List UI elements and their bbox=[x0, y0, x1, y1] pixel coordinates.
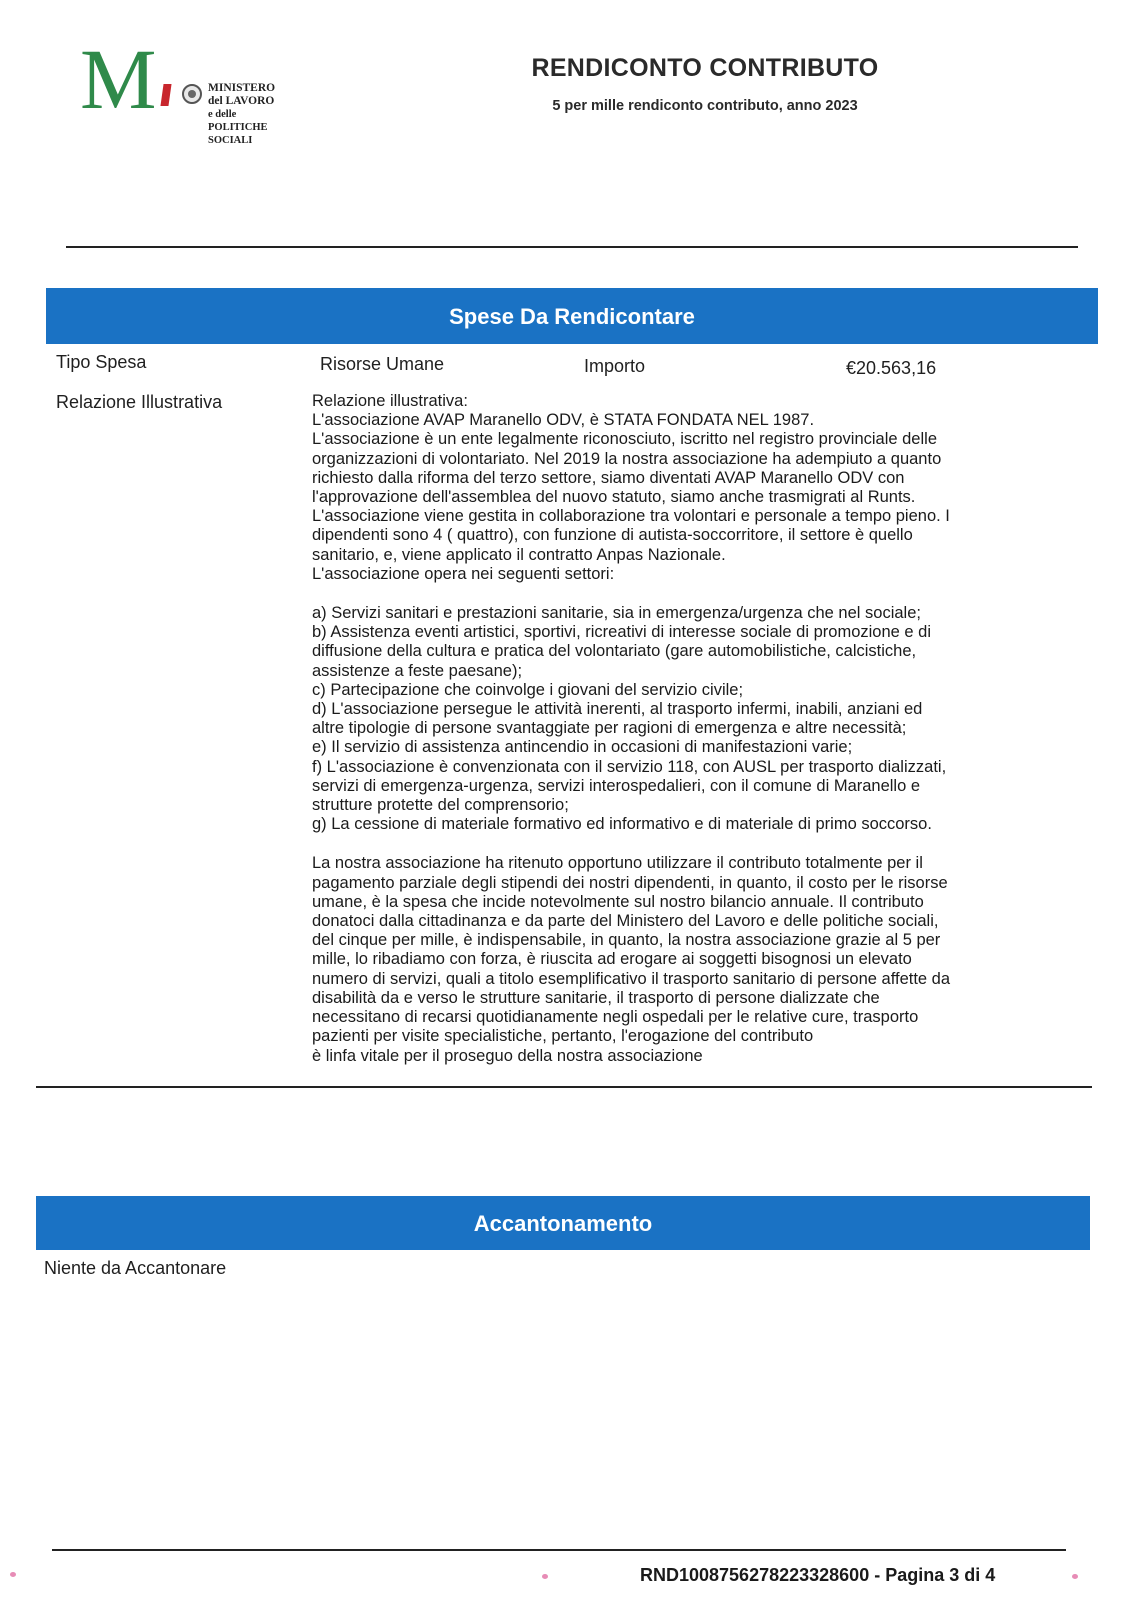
text-line: b) Assistenza eventi artistici, sportivi, ricreativi di interesse sociale di promozione e di bbox=[312, 623, 932, 642]
text-line: La nostra associazione ha ritenuto opportuno utilizzare il contributo totalmente per il bbox=[312, 854, 923, 873]
spese-banner-title: Spese Da Rendicontare bbox=[449, 304, 695, 329]
text-line: altre tipologie di persone svantaggiate per ragioni di emergenza e altre necessità; bbox=[312, 719, 907, 738]
text-line: sanitario, e, viene applicato il contratto Anpas Nazionale. bbox=[312, 545, 726, 564]
text-line: pagamento parziale degli stipendi dei nostri dipendenti, in quanto, il costo per le risorse bbox=[312, 873, 948, 892]
accantonamento-text: Niente da Accantonare bbox=[44, 1258, 227, 1278]
flag-mark-icon bbox=[160, 84, 171, 106]
text-line: assistenze a feste paesane); bbox=[312, 661, 523, 680]
text-line: g) La cessione di materiale formativo ed informativo e di materiale di primo soccorso. bbox=[312, 815, 932, 834]
header-divider bbox=[66, 246, 1078, 248]
relazione-label: Relazione Illustrativa bbox=[56, 392, 223, 412]
text-line: L'associazione opera nei seguenti settori: bbox=[312, 564, 615, 583]
ministry-name bbox=[208, 82, 275, 147]
text-line: strutture protette del comprensorio; bbox=[312, 796, 569, 815]
scan-mark bbox=[1072, 1574, 1078, 1579]
text-line: umane, è la spesa che incide notevolmente sul nostro bilancio annuale. Il contributo bbox=[312, 892, 924, 911]
footer-divider bbox=[52, 1549, 1066, 1551]
text-line: disabilità da e verso le strutture sanitarie, il trasporto di persone dializzate che bbox=[312, 988, 880, 1007]
spese-banner bbox=[46, 288, 1098, 344]
text-line: è linfa vitale per il proseguo della nostra associazione bbox=[312, 1046, 703, 1065]
text-line: l'approvazione dell'assemblea del nuovo statuto, siamo anche trasmigrati al Runts. bbox=[312, 488, 916, 507]
text-line: f) L'associazione è convenzionata con il servizio 118, con AUSL per trasporto dializzati, bbox=[312, 757, 947, 776]
text-line: donatoci dalla cittadinanza e da parte del Ministero del Lavoro e delle politiche sociali, bbox=[312, 912, 939, 931]
footer-page-code: RND1008756278223328600 - Pagina 3 di 4 bbox=[640, 1565, 996, 1585]
relazione-paragraph-2 bbox=[312, 604, 1082, 834]
accantonamento-banner-title: Accantonamento bbox=[473, 1211, 653, 1236]
scan-mark bbox=[10, 1572, 16, 1577]
text-line: L'associazione AVAP Maranello ODV, è STATA FONDATA NEL 1987. bbox=[312, 411, 815, 430]
text-line: Relazione illustrativa: bbox=[312, 392, 468, 410]
text-line: a) Servizi sanitari e prestazioni sanitarie, sia in emergenza/urgenza che nel sociale; bbox=[312, 604, 921, 623]
document-subtitle: 5 per mille rendiconto contributo, anno 2023 bbox=[552, 98, 858, 114]
ministry-line2: e delle POLITICHE SOCIALI bbox=[208, 109, 268, 146]
text-line: organizzazioni di volontariato. Nel 2019 la nostra associazione ha adempiuto a quanto bbox=[312, 449, 942, 468]
spese-divider bbox=[36, 1086, 1092, 1088]
scan-mark bbox=[542, 1574, 548, 1579]
importo-value: €20.563,16 bbox=[846, 358, 937, 378]
text-line: numero di servizi, quali a titolo esemplificativo il trasporto sanitario di persone affette da bbox=[312, 969, 951, 988]
accantonamento-banner bbox=[36, 1196, 1090, 1250]
text-line: d) L'associazione persegue le attività inerenti, al trasporto infermi, inabili, anziani ed bbox=[312, 700, 923, 719]
relazione-text bbox=[312, 392, 1082, 1066]
text-line: richiesto dalla riforma del terzo settore, siamo diventati AVAP Maranello ODV con bbox=[312, 468, 905, 487]
text-line: mille, lo ribadiamo con forza, è riuscita ad erogare ai soggetti bisognosi un elevato bbox=[312, 950, 912, 969]
tipo-spesa-label: Tipo Spesa bbox=[56, 352, 147, 372]
text-line: servizi di emergenza-urgenza, servizi interospedalieri, con il comune di Maranello e bbox=[312, 776, 921, 795]
text-line: L'associazione è un ente legalmente riconosciuto, iscritto nel registro provinciale delle bbox=[312, 430, 937, 449]
text-line: c) Partecipazione che coinvolge i giovani del servizio civile; bbox=[312, 680, 744, 699]
relazione-paragraph-1 bbox=[312, 392, 1082, 584]
text-line: dipendenti sono 4 ( quattro), con funzione di autista-soccorritore, il settore è quello bbox=[312, 526, 913, 545]
text-line: del cinque per mille, è indispensabile, in quanto, la nostra associazione grazie al 5 per bbox=[312, 931, 941, 950]
text-line: necessitano di recarsi quotidianamente negli ospedali per le relative cure, trasporto bbox=[312, 1008, 919, 1027]
tipo-spesa-value: Risorse Umane bbox=[320, 354, 445, 374]
logo-letter: M bbox=[80, 31, 155, 127]
document-title: RENDICONTO CONTRIBUTO bbox=[531, 54, 879, 82]
ministry-line1: MINISTERO del LAVORO bbox=[208, 82, 276, 107]
text-line: diffusione della cultura e pratica del volontariato (gare automobilistiche, calcistiche, bbox=[312, 642, 917, 661]
text-line: L'associazione viene gestita in collaborazione tra volontari e personale a tempo pieno. I bbox=[312, 507, 950, 526]
republic-seal-icon bbox=[182, 84, 202, 104]
text-line: pazienti per visite specialistiche, pertanto, l'erogazione del contributo bbox=[312, 1027, 814, 1046]
importo-label: Importo bbox=[584, 356, 646, 376]
text-line: e) Il servizio di assistenza antincendio in occasioni di manifestazioni varie; bbox=[312, 738, 853, 757]
relazione-paragraph-3 bbox=[312, 854, 1082, 1065]
